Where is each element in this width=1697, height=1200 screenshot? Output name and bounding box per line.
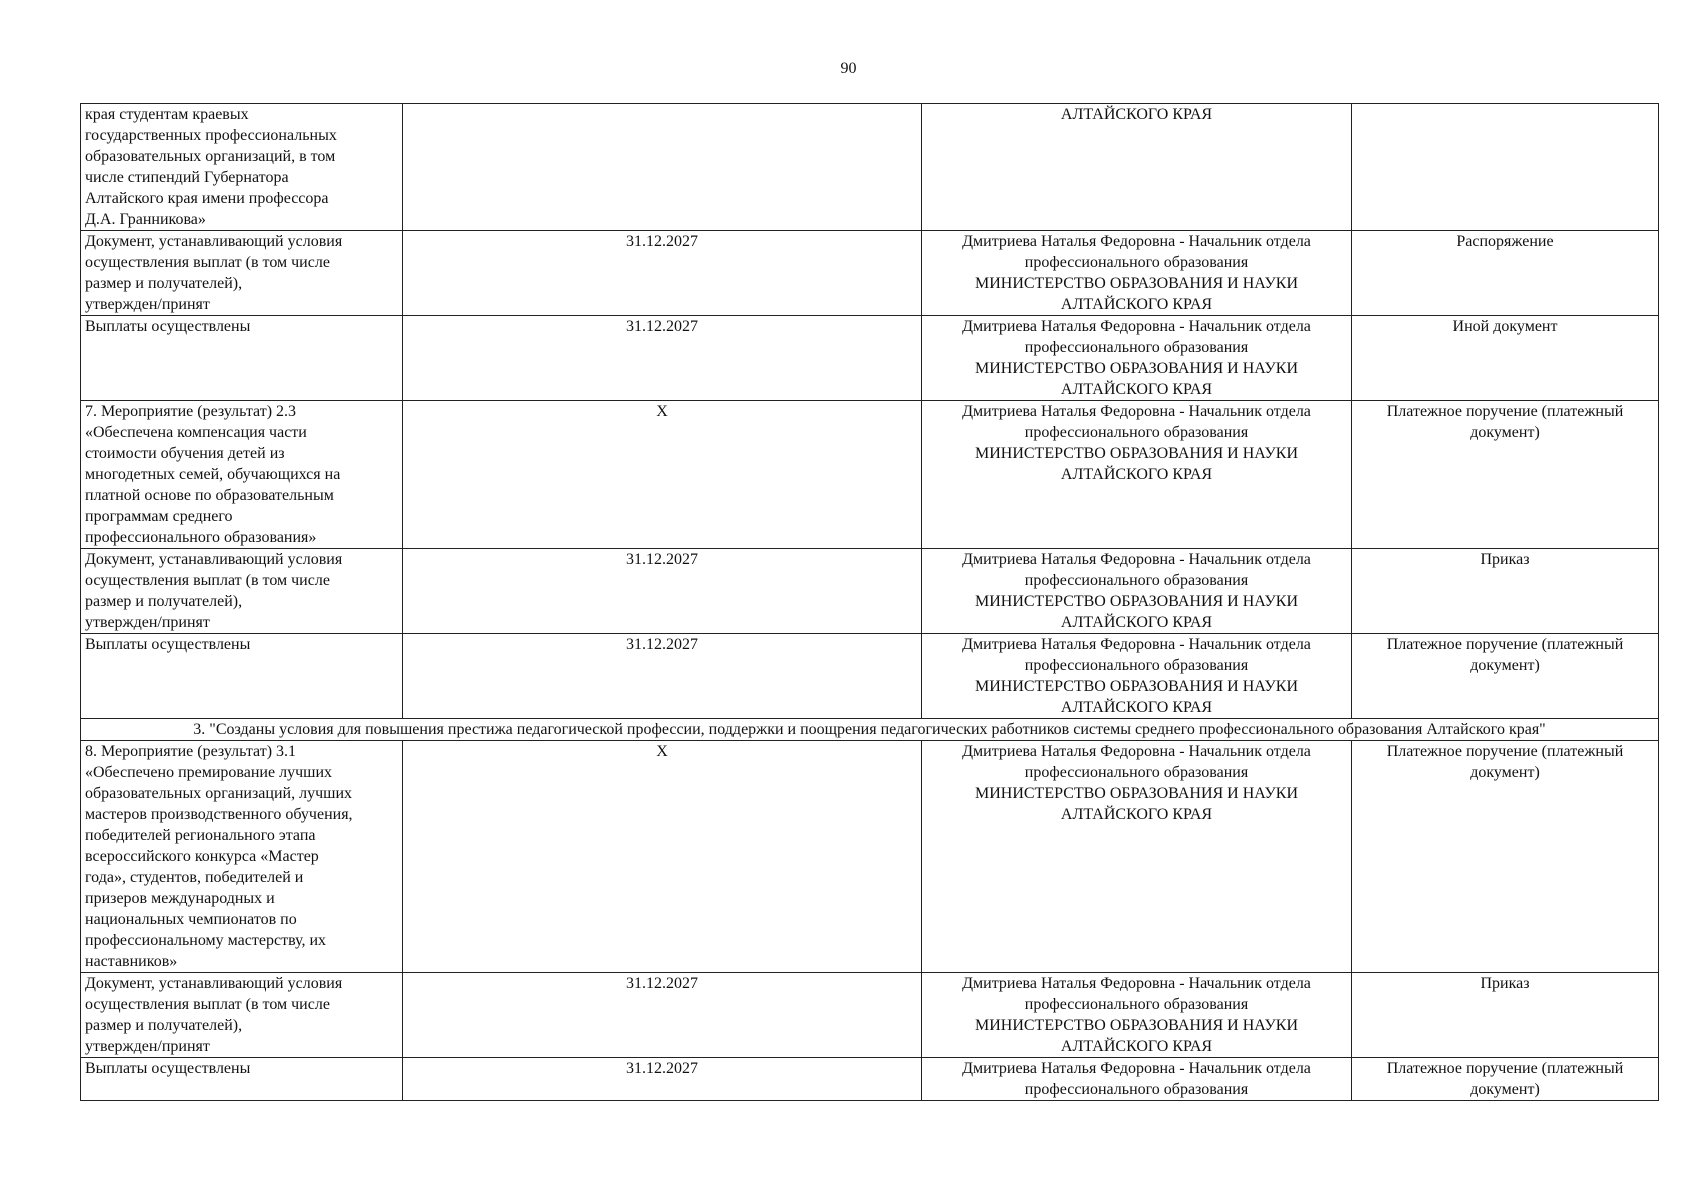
- responsible-cell: [922, 1058, 1352, 1101]
- responsible-cell: [922, 401, 1352, 549]
- cell-text-line: Дмитриева Наталья Федоровна - Начальник отдела: [962, 743, 1311, 760]
- document-type-cell: [1352, 231, 1659, 316]
- activity-cell: [81, 104, 403, 231]
- cell-text-line: размер и получателей),: [85, 593, 243, 610]
- cell-text-line: Дмитриева Наталья Федоровна - Начальник отдела: [962, 1060, 1311, 1077]
- cell-text-line: МИНИСТЕРСТВО ОБРАЗОВАНИЯ И НАУКИ: [974, 785, 1298, 802]
- table-row: [81, 231, 1659, 316]
- cell-text-line: профессионального образования»: [85, 529, 317, 546]
- cell-text-line: Платежное поручение (платежный: [1386, 743, 1624, 760]
- cell-text-line: 31.12.2027: [626, 636, 698, 653]
- cell-text-line: Дмитриева Наталья Федоровна - Начальник отдела: [962, 233, 1311, 250]
- table-row: [81, 741, 1659, 973]
- activity-cell: [81, 549, 403, 634]
- cell-text-line: Документ, устанавливающий условия: [85, 975, 343, 992]
- cell-text-line: Выплаты осуществлены: [85, 636, 251, 653]
- responsible-cell: [922, 634, 1352, 719]
- cell-text-line: государственных профессиональных: [85, 127, 337, 144]
- cell-text-line: МИНИСТЕРСТВО ОБРАЗОВАНИЯ И НАУКИ: [974, 1017, 1298, 1034]
- cell-text-line: Приказ: [1480, 975, 1530, 992]
- table-row: [81, 401, 1659, 549]
- cell-text-line: МИНИСТЕРСТВО ОБРАЗОВАНИЯ И НАУКИ: [974, 678, 1298, 695]
- cell-text-line: размер и получателей),: [85, 275, 243, 292]
- cell-text-line: профессионального образования: [1024, 764, 1249, 781]
- cell-text-line: Алтайского края имени профессора: [85, 190, 329, 207]
- cell-text-line: профессионального образования: [1024, 254, 1249, 271]
- cell-text-line: АЛТАЙСКОГО КРАЯ: [1060, 1038, 1213, 1055]
- cell-text-line: профессионального образования: [1024, 424, 1249, 441]
- cell-text-line: документ): [1470, 657, 1540, 674]
- cell-text-line: осуществления выплат (в том числе: [85, 254, 330, 271]
- document-type-cell: [1352, 973, 1659, 1058]
- date-cell: [403, 316, 922, 401]
- cell-text-line: призеров международных и: [85, 890, 275, 907]
- cell-text-line: Распоряжение: [1456, 233, 1554, 250]
- cell-text-line: Платежное поручение (платежный: [1386, 403, 1624, 420]
- cell-text-line: утвержден/принят: [85, 296, 210, 313]
- activity-cell: [81, 231, 403, 316]
- cell-text-line: Выплаты осуществлены: [85, 1060, 251, 1077]
- responsible-cell: [922, 741, 1352, 973]
- document-type-cell: [1352, 634, 1659, 719]
- date-cell: [403, 1058, 922, 1101]
- cell-text-line: 31.12.2027: [626, 1060, 698, 1077]
- cell-text-line: Дмитриева Наталья Федоровна - Начальник отдела: [962, 318, 1311, 335]
- cell-text-line: стоимости обучения детей из: [85, 445, 285, 462]
- activity-cell: [81, 973, 403, 1058]
- responsible-cell: [922, 316, 1352, 401]
- table-row: [81, 634, 1659, 719]
- cell-text-line: МИНИСТЕРСТВО ОБРАЗОВАНИЯ И НАУКИ: [974, 360, 1298, 377]
- table-row: [81, 104, 1659, 231]
- cell-text-line: платной основе по образовательным: [85, 487, 334, 504]
- cell-text-line: профессионального образования: [1024, 339, 1249, 356]
- table-row: [81, 973, 1659, 1058]
- table-body: [81, 104, 1659, 1101]
- cell-text-line: программам среднего: [85, 508, 233, 525]
- cell-text-line: МИНИСТЕРСТВО ОБРАЗОВАНИЯ И НАУКИ: [974, 445, 1298, 462]
- cell-text-line: Дмитриева Наталья Федоровна - Начальник отдела: [962, 551, 1311, 568]
- cell-text-line: многодетных семей, обучающихся на: [85, 466, 341, 483]
- cell-text-line: Документ, устанавливающий условия: [85, 551, 343, 568]
- responsible-cell: [922, 973, 1352, 1058]
- cell-text-line: профессионального образования: [1024, 1081, 1249, 1098]
- plan-table: [80, 103, 1659, 1101]
- cell-text-line: утвержден/принят: [85, 614, 210, 631]
- cell-text-line: X: [656, 403, 668, 420]
- cell-text-line: «Обеспечено премирование лучших: [85, 764, 332, 781]
- cell-text-line: Выплаты осуществлены: [85, 318, 251, 335]
- cell-text-line: утвержден/принят: [85, 1038, 210, 1055]
- page-number: 90: [840, 60, 857, 77]
- cell-text-line: Документ, устанавливающий условия: [85, 233, 343, 250]
- cell-text-line: 8. Мероприятие (результат) 3.1: [85, 743, 297, 760]
- cell-text-line: документ): [1470, 1081, 1540, 1098]
- cell-text-line: мастеров производственного обучения,: [85, 806, 353, 823]
- date-cell: [403, 549, 922, 634]
- cell-text-line: АЛТАЙСКОГО КРАЯ: [1060, 699, 1213, 716]
- cell-text-line: АЛТАЙСКОГО КРАЯ: [1060, 106, 1213, 123]
- cell-text-line: 7. Мероприятие (результат) 2.3: [85, 403, 297, 420]
- cell-text-line: профессионального образования: [1024, 996, 1249, 1013]
- cell-text-line: Дмитриева Наталья Федоровна - Начальник отдела: [962, 975, 1311, 992]
- cell-text-line: МИНИСТЕРСТВО ОБРАЗОВАНИЯ И НАУКИ: [974, 275, 1298, 292]
- activity-cell: [81, 401, 403, 549]
- section-heading: 3. "Созданы условия для повышения престижа педагогической профессии, поддержки и поощрения педагогических работников системы среднего профессионального образования Алтайского края": [81, 719, 1659, 741]
- date-cell: [403, 231, 922, 316]
- activity-cell: [81, 1058, 403, 1101]
- cell-text-line: АЛТАЙСКОГО КРАЯ: [1060, 296, 1213, 313]
- document-type-cell: [1352, 401, 1659, 549]
- responsible-cell: [922, 231, 1352, 316]
- cell-text-line: размер и получателей),: [85, 1017, 243, 1034]
- cell-text-line: АЛТАЙСКОГО КРАЯ: [1060, 381, 1213, 398]
- cell-text-line: национальных чемпионатов по: [85, 911, 297, 928]
- cell-text-line: Иной документ: [1452, 318, 1558, 335]
- cell-text-line: АЛТАЙСКОГО КРАЯ: [1060, 806, 1213, 823]
- cell-text-line: АЛТАЙСКОГО КРАЯ: [1060, 614, 1213, 631]
- cell-text-line: Платежное поручение (платежный: [1386, 636, 1624, 653]
- cell-text-line: края студентам краевых: [85, 106, 249, 123]
- cell-text-line: осуществления выплат (в том числе: [85, 572, 330, 589]
- cell-text-line: документ): [1470, 424, 1540, 441]
- cell-text-line: 31.12.2027: [626, 551, 698, 568]
- cell-text-line: профессионального образования: [1024, 657, 1249, 674]
- cell-text-line: образовательных организаций, лучших: [85, 785, 352, 802]
- activity-cell: [81, 316, 403, 401]
- cell-text-line: всероссийского конкурса «Мастер: [85, 848, 319, 865]
- cell-text-line: документ): [1470, 764, 1540, 781]
- date-cell: [403, 634, 922, 719]
- document-type-cell: [1352, 741, 1659, 973]
- date-cell: [403, 741, 922, 973]
- date-cell: [403, 973, 922, 1058]
- table-row: [81, 549, 1659, 634]
- cell-text-line: Дмитриева Наталья Федоровна - Начальник отдела: [962, 403, 1311, 420]
- cell-text-line: 31.12.2027: [626, 318, 698, 335]
- cell-text-line: профессионального образования: [1024, 572, 1249, 589]
- table-row: [81, 719, 1659, 741]
- cell-text-line: образовательных организаций, в том: [85, 148, 336, 165]
- cell-text-line: числе стипендий Губернатора: [85, 169, 289, 186]
- activity-cell: [81, 741, 403, 973]
- document-type-cell: [1352, 316, 1659, 401]
- cell-text-line: 31.12.2027: [626, 233, 698, 250]
- table-row: [81, 316, 1659, 401]
- cell-text-line: Д.А. Гранникова»: [85, 211, 206, 228]
- responsible-cell: [922, 104, 1352, 231]
- document-type-cell: [1352, 1058, 1659, 1101]
- cell-text-line: МИНИСТЕРСТВО ОБРАЗОВАНИЯ И НАУКИ: [974, 593, 1298, 610]
- table-row: [81, 1058, 1659, 1101]
- responsible-cell: [922, 549, 1352, 634]
- cell-text-line: наставников»: [85, 953, 178, 970]
- cell-text-line: АЛТАЙСКОГО КРАЯ: [1060, 466, 1213, 483]
- cell-text-line: года», студентов, победителей и: [85, 869, 304, 886]
- activity-cell: [81, 634, 403, 719]
- document-type-cell: [1352, 104, 1659, 231]
- date-cell: [403, 401, 922, 549]
- cell-text-line: победителей регионального этапа: [85, 827, 316, 844]
- cell-text-line: Приказ: [1480, 551, 1530, 568]
- cell-text-line: профессиональному мастерству, их: [85, 932, 327, 949]
- document-type-cell: [1352, 549, 1659, 634]
- cell-text-line: «Обеспечена компенсация части: [85, 424, 307, 441]
- date-cell: [403, 104, 922, 231]
- cell-text-line: осуществления выплат (в том числе: [85, 996, 330, 1013]
- cell-text-line: Платежное поручение (платежный: [1386, 1060, 1624, 1077]
- cell-text-line: 31.12.2027: [626, 975, 698, 992]
- cell-text-line: Дмитриева Наталья Федоровна - Начальник отдела: [962, 636, 1311, 653]
- cell-text-line: X: [656, 743, 668, 760]
